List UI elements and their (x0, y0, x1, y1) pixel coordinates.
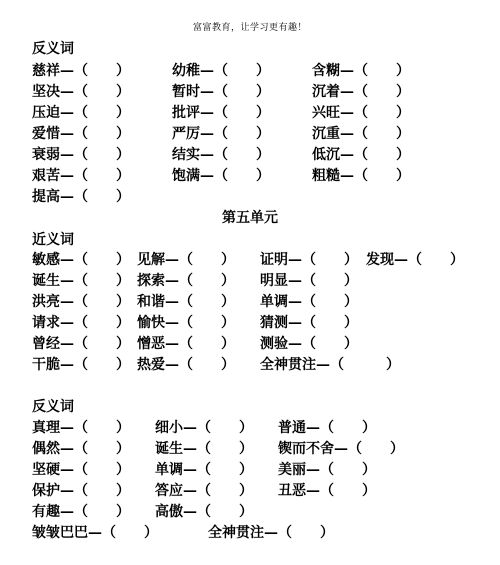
word-row (0, 333, 500, 353)
word-item: 结实—（ ） (172, 147, 270, 163)
word-item: 全神贯注—（ ） (208, 525, 334, 541)
word-row (0, 459, 500, 479)
word-row (0, 480, 500, 500)
word-item: 探索—（ ） (137, 273, 235, 289)
word-row (0, 270, 500, 290)
page-header: 富富教育，让学习更有趣！ (192, 23, 307, 33)
word-item: 发现—（ ） (366, 252, 464, 268)
word-item: 见解—（ ） (137, 252, 235, 268)
word-item: 单调—（ ） (260, 294, 358, 310)
word-row (0, 501, 500, 521)
word-item: 提高—（ ） (32, 189, 130, 205)
word-item: 低沉—（ ） (312, 147, 410, 163)
word-item: 含糊—（ ） (312, 63, 410, 79)
word-item: 锲而不舍—（ ） (278, 441, 404, 457)
word-item: 美丽—（ ） (278, 462, 376, 478)
word-item: 丑恶—（ ） (278, 483, 376, 499)
word-item: 压迫—（ ） (32, 105, 130, 121)
word-row (0, 291, 500, 311)
word-item: 慈祥—（ ） (32, 63, 130, 79)
word-item: 爱惜—（ ） (32, 126, 130, 142)
word-item: 沉重—（ ） (312, 126, 410, 142)
word-item: 有趣—（ ） (32, 504, 130, 520)
word-item: 明显—（ ） (260, 273, 358, 289)
word-row (0, 81, 500, 101)
word-row (0, 165, 500, 185)
word-item: 诞生—（ ） (155, 441, 253, 457)
word-item: 测验—（ ） (260, 336, 358, 352)
word-item: 洪亮—（ ） (32, 294, 130, 310)
word-row (0, 102, 500, 122)
word-item: 干脆—（ ） (32, 357, 130, 373)
unit-title: 第五单元 (222, 210, 278, 226)
word-item: 全神贯注—（ ） (260, 357, 400, 373)
word-item: 愉快—（ ） (137, 315, 235, 331)
word-item: 细小—（ ） (155, 420, 253, 436)
word-item: 皱皱巴巴—（ ） (32, 525, 158, 541)
section-title-synonyms: 近义词 (32, 232, 74, 248)
word-row (0, 123, 500, 143)
word-item: 热爱—（ ） (137, 357, 235, 373)
word-item: 敏感—（ ） (32, 252, 130, 268)
word-row (0, 144, 500, 164)
word-item: 普通—（ ） (278, 420, 376, 436)
word-item: 偶然—（ ） (32, 441, 130, 457)
section-title-antonyms-1: 反义词 (32, 41, 74, 57)
word-item: 曾经—（ ） (32, 336, 130, 352)
word-item: 坚硬—（ ） (32, 462, 130, 478)
word-item: 保护—（ ） (32, 483, 130, 499)
word-row (0, 417, 500, 437)
word-item: 证明—（ ） (260, 252, 358, 268)
word-item: 诞生—（ ） (32, 273, 130, 289)
word-row (0, 312, 500, 332)
word-item: 饱满—（ ） (172, 168, 270, 184)
word-item: 幼稚—（ ） (172, 63, 270, 79)
word-item: 答应—（ ） (155, 483, 253, 499)
word-item: 兴旺—（ ） (312, 105, 410, 121)
section-title-antonyms-2: 反义词 (32, 399, 74, 415)
word-item: 坚决—（ ） (32, 84, 130, 100)
word-row (0, 249, 500, 269)
word-item: 憎恶—（ ） (137, 336, 235, 352)
word-item: 高傲—（ ） (155, 504, 253, 520)
word-item: 和谐—（ ） (137, 294, 235, 310)
word-item: 单调—（ ） (155, 462, 253, 478)
word-item: 严厉—（ ） (172, 126, 270, 142)
word-item: 沉着—（ ） (312, 84, 410, 100)
word-row (0, 438, 500, 458)
word-row (0, 354, 500, 374)
word-item: 暂时—（ ） (172, 84, 270, 100)
word-row (0, 186, 500, 206)
word-item: 艰苦—（ ） (32, 168, 130, 184)
word-item: 批评—（ ） (172, 105, 270, 121)
word-item: 衰弱—（ ） (32, 147, 130, 163)
word-item: 请求—（ ） (32, 315, 130, 331)
word-item: 真理—（ ） (32, 420, 130, 436)
word-item: 猜测—（ ） (260, 315, 358, 331)
word-row (0, 522, 500, 542)
word-item: 粗糙—（ ） (312, 168, 410, 184)
word-row (0, 60, 500, 80)
